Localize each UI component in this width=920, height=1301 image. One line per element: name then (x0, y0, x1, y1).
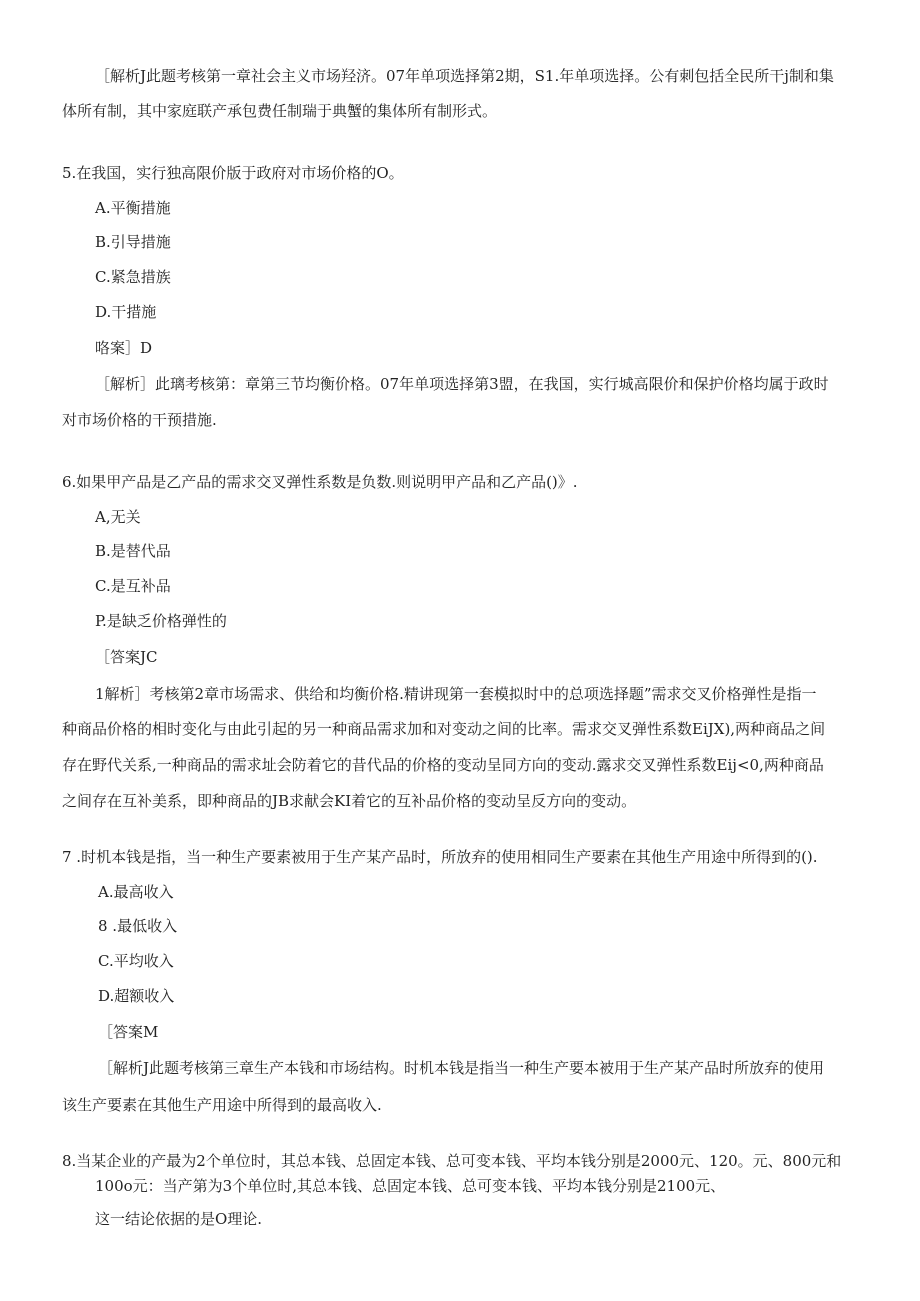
q7-option-d: D.超额收入 (98, 987, 175, 1005)
q8-stem-line-1: 8.当某企业的产最为2个单位时，其总本钱、总固定本钱、总可变本钱、平均本钱分别是2000元、120。元、800元和 (62, 1152, 842, 1170)
q6-option-c: C.是互补品 (95, 577, 171, 595)
q5-option-d: D.干措施 (95, 303, 157, 321)
q6-option-a: A,无关 (95, 508, 141, 526)
q6-analysis-line-3: 存在野代关系,一种商品的需求址会防着它的昔代品的价格的变动呈同方向的变动.露求交叉弹性系数Eij<0,两种商品 (62, 756, 824, 774)
q5-option-a: A.平衡措施 (95, 199, 171, 217)
q7-option-a: A.最高收入 (98, 883, 174, 901)
q5-stem: 5.在我国，实行独高限价版于政府对市场价格的O。 (62, 164, 404, 182)
q5-option-c: C.紧急措族 (95, 268, 171, 286)
q5-answer: 咯案］D (95, 339, 153, 357)
q5-analysis-line-2: 对市场价格的干预措施. (62, 411, 217, 429)
q6-option-d: P.是缺乏价格弹性的 (95, 612, 227, 630)
q7-analysis-line-2: 该生产要素在其他生产用途中所得到的最高收入. (62, 1096, 382, 1114)
prev-analysis-line-2: 体所有制，其中家庭联产承包费任制瑞于典蟹的集体所有制形式。 (62, 102, 498, 120)
q6-analysis-line-1: 1解析］考核第2章市场需求、供给和均衡价格.精讲现第一套模拟时中的总项选择题”需求交叉价格弹性是指一 (95, 685, 817, 703)
q7-option-b: 8 .最低收入 (98, 917, 178, 935)
q8-stem-line-3: 这一结论依据的是O理论. (95, 1210, 263, 1228)
q8-stem-line-2: 100o元：当产第为3个单位时,其总本钱、总固定本钱、总可变本钱、平均本钱分别是2100元、 (95, 1177, 726, 1195)
q7-analysis-line-1: ［解析J此题考核第三章生产本钱和市场结构。时机本钱是指当一种生产要本被用于生产某产品时所放弃的使用 (98, 1059, 825, 1077)
q6-analysis-line-2: 种商品价格的相时变化与由此引起的另一种商品需求加和对变动之间的比率。需求交叉弹性系数EiJX),两种商品之间 (62, 720, 826, 738)
prev-analysis-line-1: ［解析J此题考核第一章社会主义市场羟济。07年单项选择第2期，S1.年单项选择。公有刺包括全民所干j制和集 (95, 67, 834, 85)
q5-analysis-line-1: ［解析］此璃考核第：章第三节均衡价格。07年单项选择第3盟，在我国，实行城高限价和保护价格均属于政时 (95, 375, 829, 393)
q6-stem: 6.如果甲产品是乙产品的需求交叉弹性系数是负数.则说明甲产品和乙产品()》. (62, 473, 578, 491)
q7-stem: 7 .时机本钱是指，当一种生产要素被用于生产某产品时，所放弃的使用相同生产要素在其他生产用途中所得到的(). (62, 848, 818, 866)
q6-answer: ［答案JC (95, 648, 158, 666)
q6-analysis-line-4: 之间存在互补美系，即种商品的JB求献会KI着它的互补品价格的变动呈反方向的变动。 (62, 792, 637, 810)
q7-option-c: C.平均收入 (98, 952, 174, 970)
q5-option-b: B.引导措施 (95, 233, 171, 251)
q6-option-b: B.是替代品 (95, 542, 171, 560)
q7-answer: ［答案M (98, 1023, 159, 1041)
